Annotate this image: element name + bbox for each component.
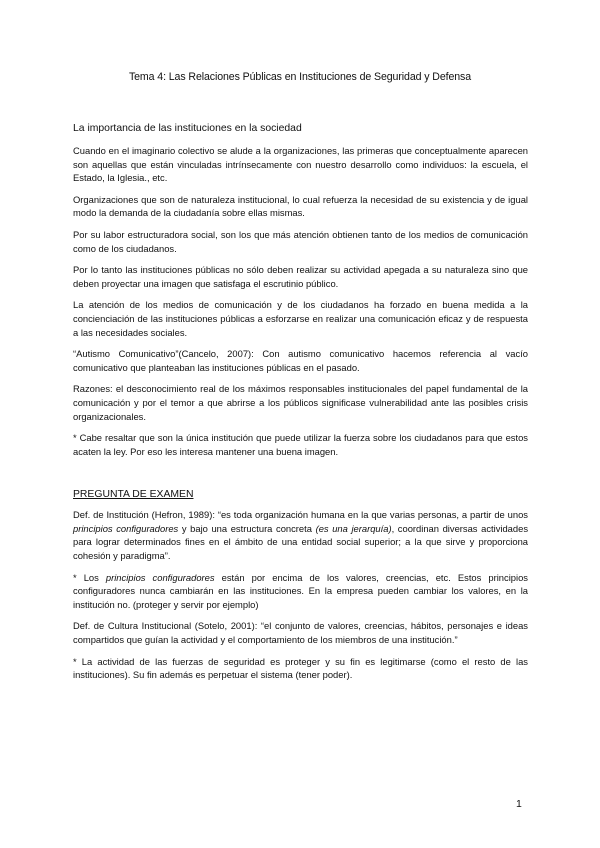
- paragraph-def-institucion: [73, 508, 528, 562]
- def-institucion-italic-jerarquia: (es una jerarquía): [315, 522, 392, 534]
- section-heading-pregunta-examen: PREGUNTA DE EXAMEN: [73, 489, 194, 501]
- section-heading-importancia: La importancia de las instituciones en la sociedad: [73, 123, 302, 134]
- paragraph-1: Cuando en el imaginario colectivo se alude a la organizaciones, las primeras que conceptualmente aparecen son aquellas que están vinculadas intrínsecamente con nuestro desarrollo como individuos: la escuela, el Estado, la Iglesia., etc.: [73, 145, 528, 184]
- document-title: Tema 4: Las Relaciones Públicas en Instituciones de Seguridad y Defensa: [128, 71, 472, 83]
- document-body: [73, 122, 528, 690]
- paragraph-fuerzas-seguridad: * La actividad de las fuerzas de seguridad es proteger y su fin es legitimarse (como el resto de las instituciones). Su fin además es perpetuar el sistema (tener poder).: [73, 655, 528, 681]
- def-institucion-text-a: Def. de Institución (Hefron, 1989): “es toda organización humana en la que varias personas, a partir de unos: [73, 509, 528, 521]
- principios-note-text-c: están por encima de los valores, creencias, etc. Estos principios configuradores nunca cambiarán en las instituciones. En la empresa pueden cambiar los valores, en la institución no. (proteger y servir por ejemplo): [73, 571, 528, 610]
- paragraph-8: * Cabe resaltar que son la única institución que puede utilizar la fuerza sobre los ciudadanos para que estos acaten la ley. Por eso les interesa mantener una buena imagen.: [73, 432, 528, 457]
- principios-note-text-a: * Los: [73, 571, 106, 583]
- page-number: 1: [516, 798, 522, 810]
- paragraph-4: Por lo tanto las instituciones públicas no sólo deben realizar su actividad apegada a su naturaleza sino que deben proyectar una imagen que satisfaga el escrutinio público.: [73, 264, 528, 289]
- paragraph-principios-note: [73, 571, 528, 612]
- principios-note-italic: principios configuradores: [105, 571, 215, 583]
- def-institucion-italic-principios: principios configuradores: [73, 522, 179, 534]
- paragraph-3: Por su labor estructuradora social, son los que más atención obtienen tanto de los medios de comunicación como de los ciudadanos.: [73, 228, 528, 254]
- def-institucion-text-e: , coordinan diversas actividades para lograr determinados fines en el ámbito de una entidad social superior; a la que sirve y proporciona cohesión y paradigma”.: [73, 522, 529, 562]
- paragraph-def-cultura: Def. de Cultura Institucional (Sotelo, 2001): “el conjunto de valores, creencias, hábitos, personajes e ideas compartidos que guían la actividad y el comportamiento de los miembros de una institución.”: [73, 620, 528, 646]
- paragraph-5: La atención de los medios de comunicación y de los ciudadanos ha forzado en buena medida a la concienciación de las instituciones públicas a esforzarse en realizar una comunicación eficaz y de respuesta a las necesidades sociales.: [73, 299, 528, 338]
- paragraph-7: Razones: el desconocimiento real de los máximos responsables institucionales del papel fundamental de la comunicación y por el temor a que abrirse a los públicos significase vulnerabilidad ante las posibles crisis organizacionales.: [73, 383, 528, 422]
- paragraph-2: Organizaciones que son de naturaleza institucional, lo cual refuerza la necesidad de su existencia y de igual modo la demanda de la ciudadanía sobre ellas mismas.: [73, 193, 528, 219]
- paragraph-6: “Autismo Comunicativo”(Cancelo, 2007): Con autismo comunicativo hacemos referencia al vacío comunicativo que planteaban las instituciones públicas en el pasado.: [73, 348, 528, 373]
- def-institucion-text-c: y bajo una estructura concreta: [178, 522, 316, 534]
